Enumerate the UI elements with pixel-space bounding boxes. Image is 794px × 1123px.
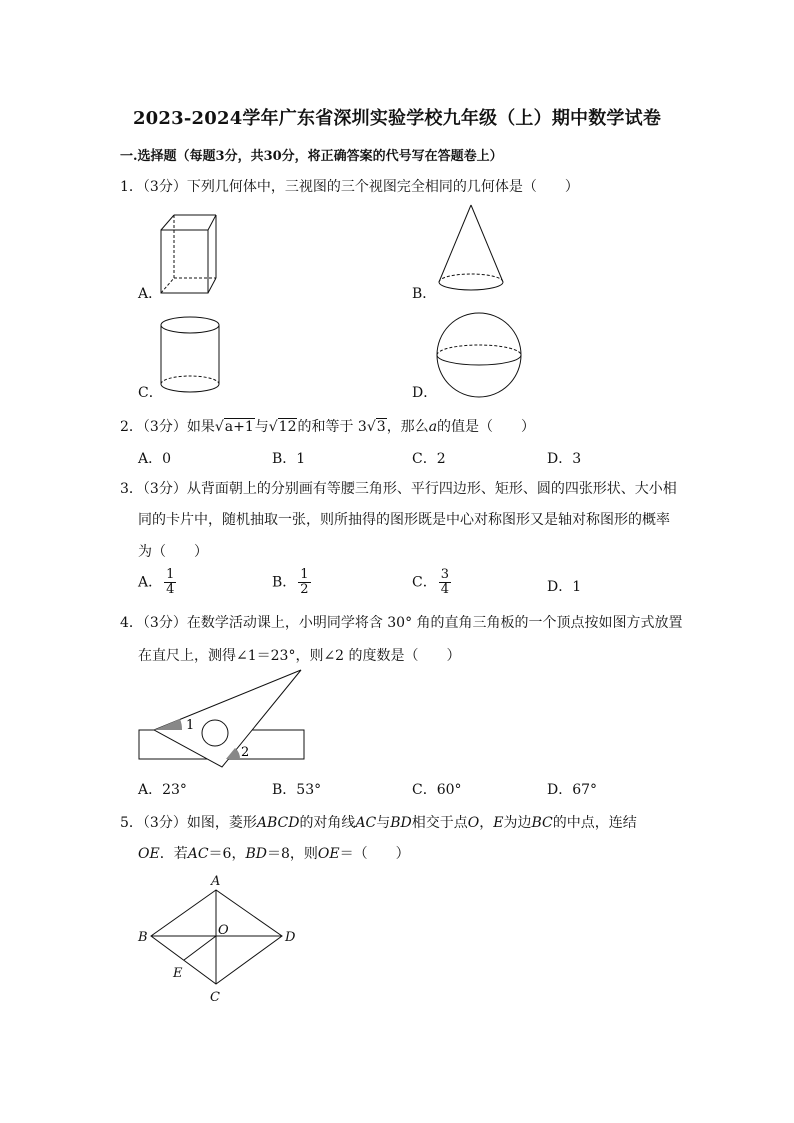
q4-option-a: A．23° [138,782,187,798]
q5-text: 5．（3分）如图，菱形 [120,815,257,831]
q5-text: 相交于点 [411,815,468,831]
vertex-d-label: D [285,930,296,945]
q3-option-b-label: B． [272,574,297,591]
q3-option-c-label: C． [412,574,437,591]
q5-var-oe: OE [317,846,340,862]
q4-line-1: 4．（3分）在数学活动课上，小明同学将含 30° 角的直角三角板的一个顶点按如图方式放置 [120,615,683,631]
point-e-label: E [173,966,183,981]
q2-option-c: C．2 [412,451,446,467]
radical-sign: √ [366,419,376,435]
q5-text: 与 [376,815,391,831]
q3-line-1: 3．（3分）从背面朝上的分别画有等腰三角形、平行四边形、矩形、圆的四张形状、大小相 [120,481,677,497]
fraction [439,568,451,597]
q2-option-b: B．1 [272,451,306,467]
angle-1-label: 1 [186,718,195,733]
sphere-figure [434,310,524,400]
vertex-b-label: B [138,930,148,945]
cylinder-figure [158,314,222,400]
q2-post3: 的值是（ ） [437,419,536,435]
ruler-triangle-figure [134,666,310,772]
segment-oe [184,936,216,960]
q1-option-a: A． [138,286,163,302]
q2-post1: 的和等于 3 [297,419,367,435]
q5-var-e: E [493,815,504,831]
q3-line-2: 同的卡片中，随机抽取一张，则所抽得的图形既是中心对称图形又是轴对称图形的概率 [138,512,670,528]
q2-variable: a [428,419,438,435]
q4-option-d: D．67° [547,782,598,798]
angle-2-label: 2 [241,745,250,760]
point-o-label: O [218,923,229,938]
q3-option-c [412,568,451,597]
rhombus-figure [134,868,306,1008]
q2-radicand-2: 12 [278,419,297,435]
q2-radicand-3: 3 [376,419,386,435]
vertex-c-label: C [210,990,220,1005]
cuboid-figure [156,210,218,298]
q4-option-c: C．60° [412,782,462,798]
numerator: 1 [300,567,309,582]
section-heading: 一.选择题（每题3分，共30分，将正确答案的代号写在答题卷上） [120,149,503,164]
q1-option-d: D． [412,385,438,401]
q5-text: 的对角线 [299,815,356,831]
q4-line-2: 在直尺上，测得∠1＝23°，则∠2 的度数是（ ） [138,648,461,664]
q5-line-1 [120,812,637,832]
q1-option-b: B． [412,286,437,302]
q5-text: ＝8，则 [266,846,318,862]
numerator: 3 [440,567,449,582]
q5-text: ＝（ ） [339,846,410,862]
q3-option-a-label: A． [138,574,163,591]
q2-pre: 2．（3分）如果 [120,419,215,435]
q2-radicand-1: a+1 [224,419,254,435]
denominator: 2 [300,582,309,597]
vertex-a-label: A [211,874,221,889]
q5-var-bd: BD [245,846,267,862]
numerator: 1 [166,567,175,582]
page-title: 2023-2024学年广东省深圳实验学校九年级（上）期中数学试卷 [132,108,662,129]
q5-text: ， [479,815,494,831]
q1-option-c: C． [138,385,163,401]
radical-sign: √ [268,419,278,435]
q5-var-bc: BC [531,815,553,831]
q5-var-o: O [467,815,480,831]
q2-stem [120,416,535,436]
q5-text: ＝6， [208,846,246,862]
q2-option-d: D．3 [547,451,582,467]
fraction [164,568,176,597]
angle-1-mark [154,719,182,730]
q3-line-3: 为（ ） [138,544,208,560]
q2-option-a: A．0 [138,451,172,467]
q4-option-b: B．53° [272,782,322,798]
cone-figure [436,202,506,296]
q2-post2: ，那么 [386,419,429,435]
q5-var-oe: OE [138,846,160,862]
denominator: 4 [440,582,449,597]
fraction [298,568,310,597]
q3-option-d: D．1 [547,579,582,595]
q5-text: ．若 [159,846,188,862]
q5-var-bd: BD [390,815,412,831]
q5-var-ac: AC [355,815,377,831]
set-square [154,670,301,767]
q5-line-2 [138,843,410,863]
q5-var-ac: AC [187,846,209,862]
q2-mid: 与 [254,419,269,435]
cuboid-front-face [161,230,208,293]
radical-sign: √ [214,419,224,435]
q5-text: 为边 [503,815,532,831]
set-square-hole [202,720,228,746]
q3-option-a [138,568,176,597]
q5-var-abcd: ABCD [256,815,300,831]
q3-option-b [272,568,311,597]
denominator: 4 [166,582,175,597]
q5-text: 的中点，连结 [552,815,637,831]
q1-stem: 1．（3分）下列几何体中，三视图的三个视图完全相同的几何体是（ ） [120,179,579,195]
